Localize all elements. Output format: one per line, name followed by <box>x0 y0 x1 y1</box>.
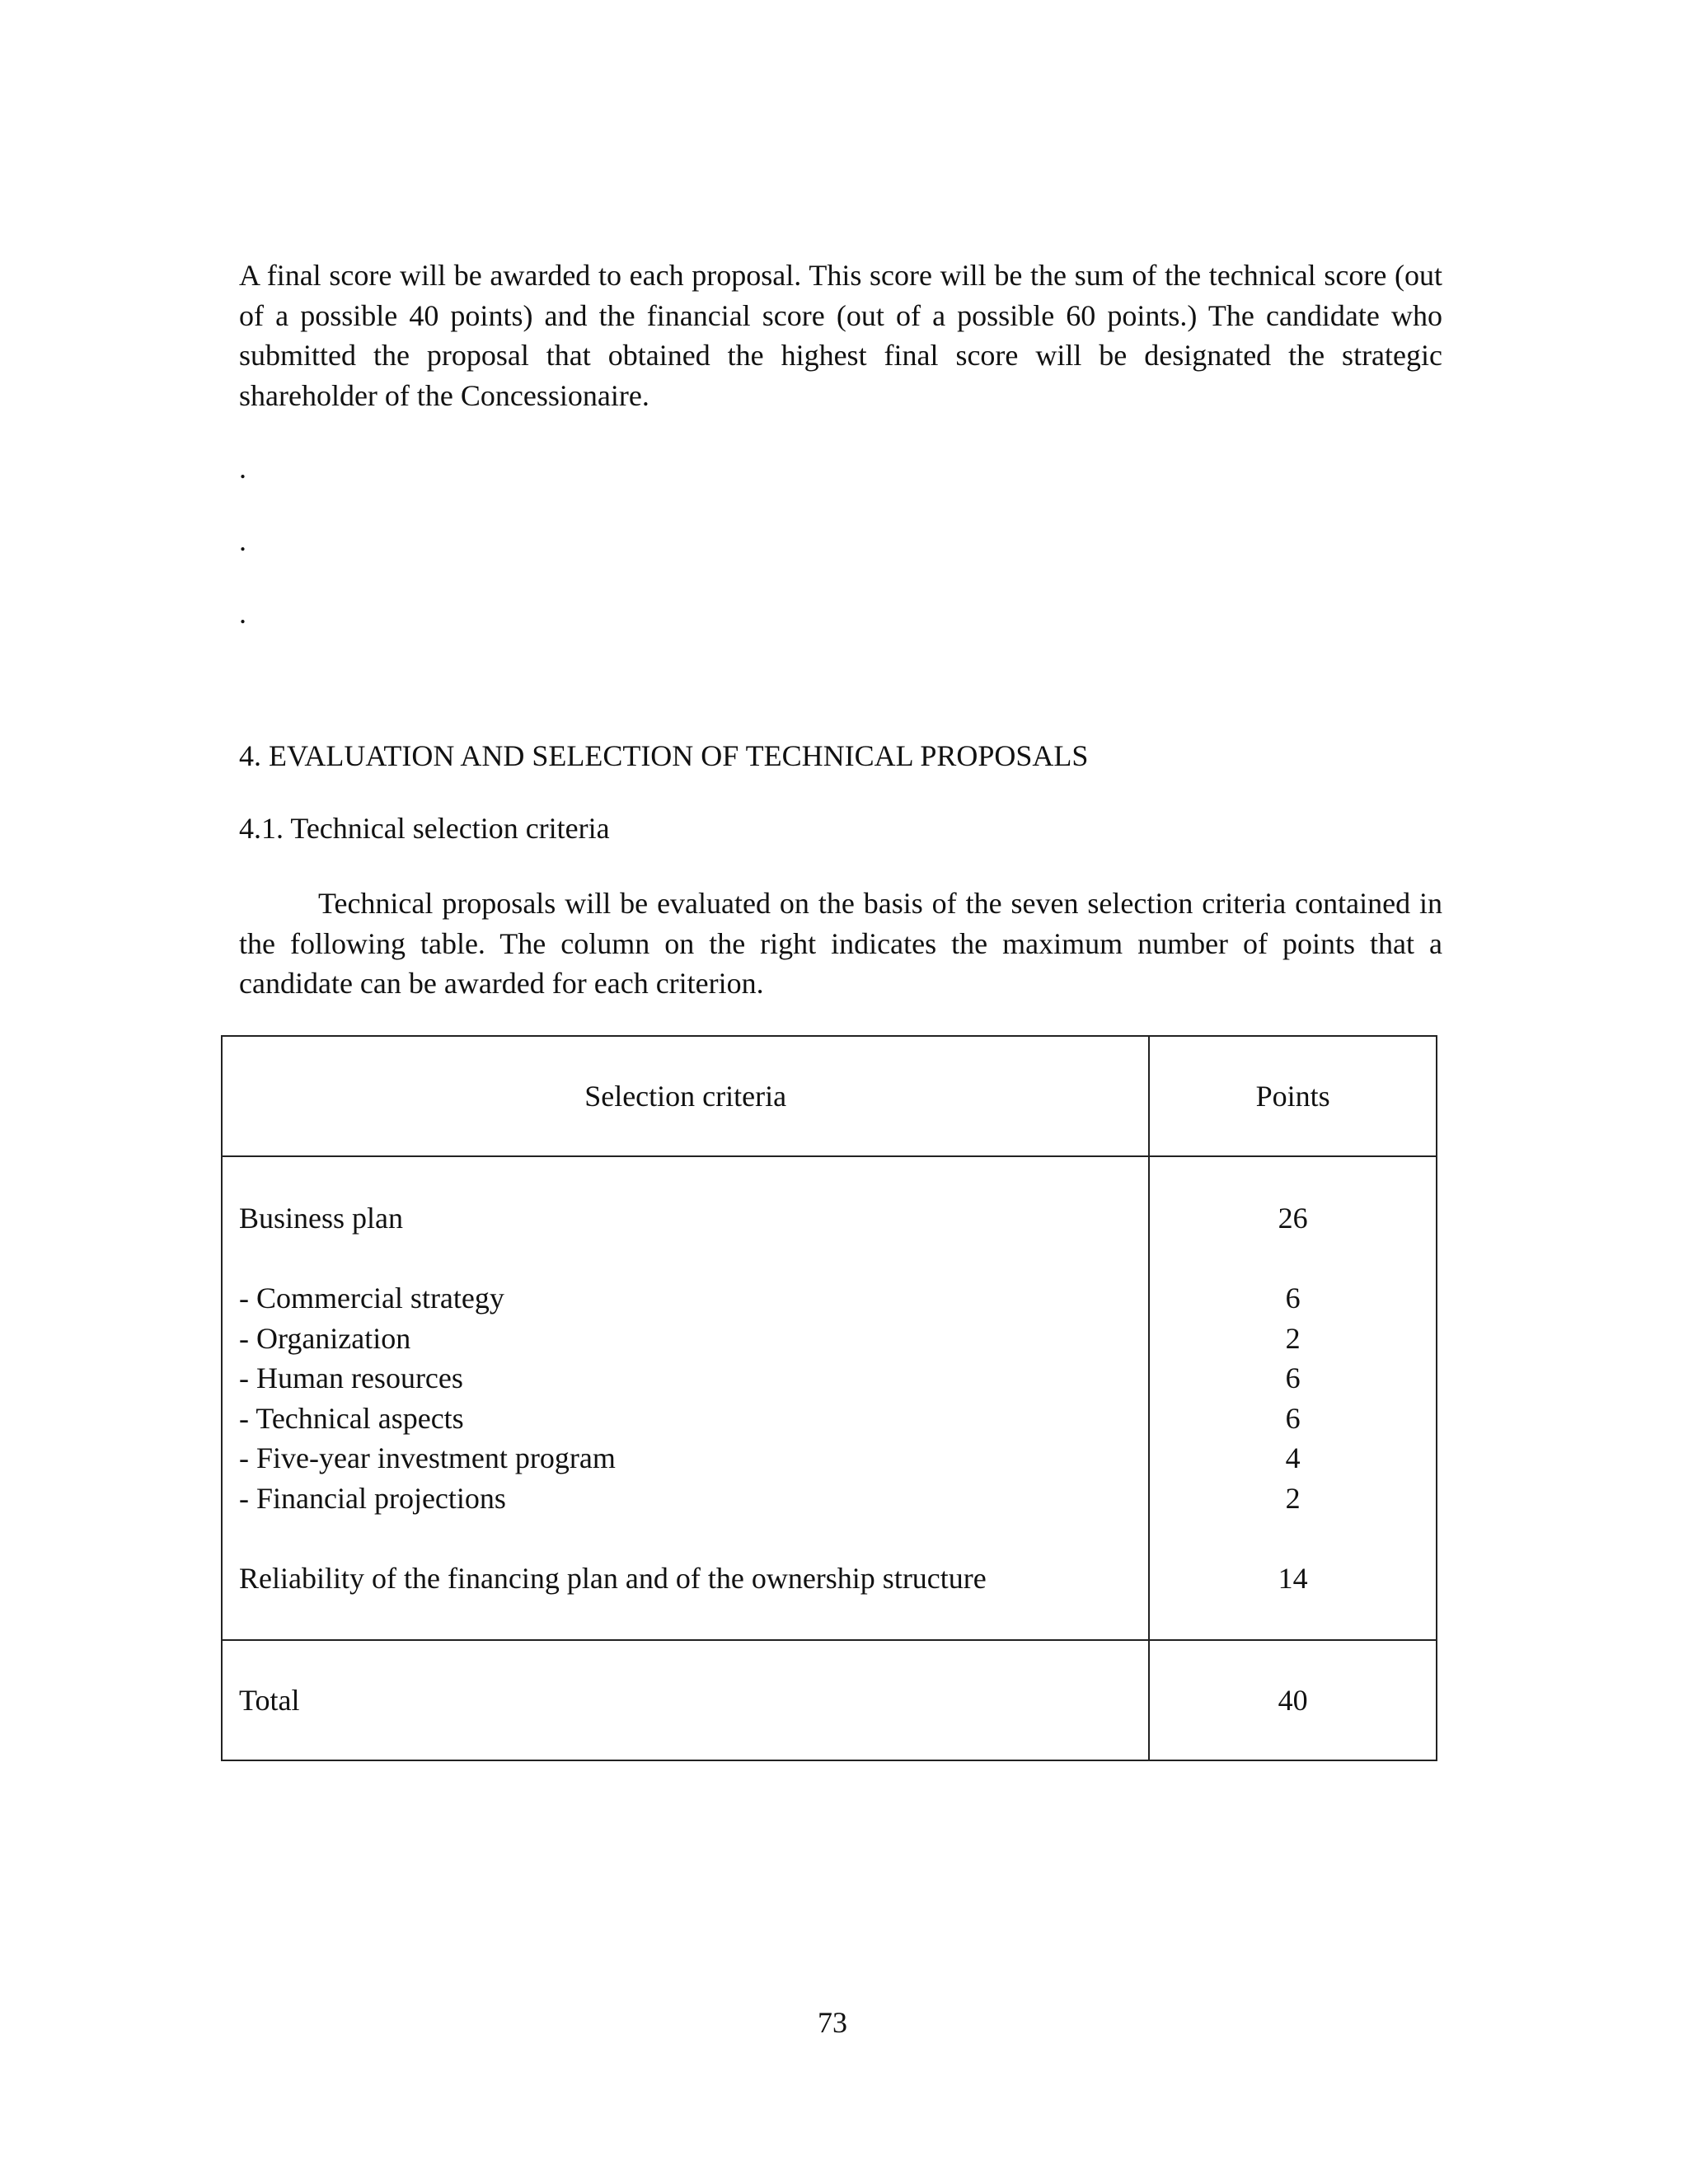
criterion-organization: - Organization <box>239 1321 411 1355</box>
criterion-technical-aspects: - Technical aspects <box>239 1401 464 1435</box>
criterion-commercial-strategy: - Commercial strategy <box>239 1282 504 1315</box>
reliability-points: 14 <box>1278 1561 1308 1595</box>
total-label: Total <box>222 1640 1149 1760</box>
business-plan-label: Business plan <box>239 1202 404 1235</box>
reliability-label: Reliability of the financing plan and of the ownership structure <box>239 1561 987 1595</box>
selection-criteria-table <box>221 1035 1437 1761</box>
ellipsis-dot-1: . <box>239 452 246 485</box>
page-number: 73 <box>818 2006 847 2039</box>
criteria-list-cell <box>222 1156 1149 1640</box>
points-financial-projections: 2 <box>1285 1481 1301 1515</box>
ellipsis-dot-2: . <box>239 524 246 557</box>
criteria-paragraph: Technical proposals will be evaluated on the basis of the seven selection criteria contained in the following table. The column on the right indicates the maximum number of points that a candidate can be awarded for each criterion. <box>239 887 1442 1000</box>
intro-paragraph: A final score will be awarded to each proposal. This score will be the sum of the technical score (out of a possible 40 points) and the financial score (out of a possible 60 points.) The candidate who submitted the proposal that obtained the highest final score will be designated the strategic shareholder of the Concessionaire. <box>239 259 1442 412</box>
points-commercial-strategy: 6 <box>1285 1282 1301 1315</box>
criterion-financial-projections: - Financial projections <box>239 1481 506 1515</box>
table-header-row <box>222 1036 1437 1156</box>
points-organization: 2 <box>1285 1321 1301 1355</box>
ellipsis-dot-3: . <box>239 597 246 630</box>
total-points: 40 <box>1149 1640 1437 1760</box>
points-list-cell <box>1149 1156 1437 1640</box>
points-human-resources: 6 <box>1285 1361 1301 1394</box>
header-selection-criteria: Selection criteria <box>222 1036 1149 1156</box>
criterion-human-resources: - Human resources <box>239 1361 463 1394</box>
business-plan-points: 26 <box>1278 1202 1308 1235</box>
section-heading: 4. EVALUATION AND SELECTION OF TECHNICAL PROPOSALS <box>239 739 1089 772</box>
subsection-heading: 4.1. Technical selection criteria <box>239 812 610 845</box>
points-technical-aspects: 6 <box>1285 1401 1301 1435</box>
criterion-investment-program: - Five-year investment program <box>239 1441 616 1474</box>
points-investment-program: 4 <box>1285 1441 1301 1474</box>
table-body-row <box>222 1156 1437 1640</box>
header-points: Points <box>1149 1036 1437 1156</box>
table-total-row <box>222 1640 1437 1760</box>
